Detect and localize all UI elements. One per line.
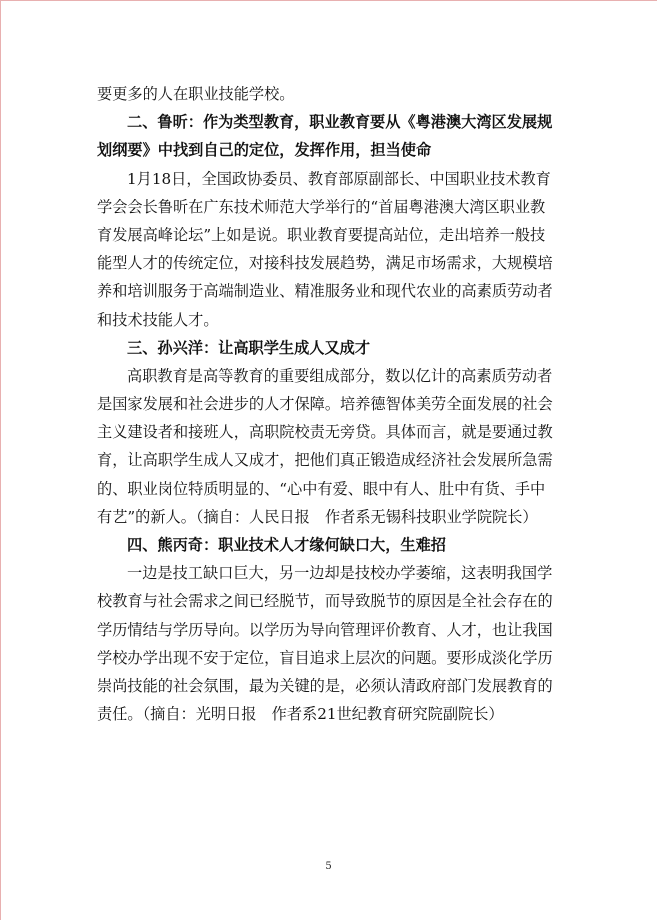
paragraph-line: 的、职业岗位特质明显的、“心中有爱、眼中有人、肚中有货、手中 bbox=[97, 479, 546, 498]
document-body bbox=[97, 80, 567, 728]
paragraph-line: 育，让高职学生成人又成才，把他们真正锻造成经济社会发展所急需 bbox=[97, 451, 553, 470]
section-heading-line: 划纲要》中找到自己的定位，发挥作用，担当使命 bbox=[97, 141, 432, 160]
paragraph-line: 和技术技能人才。 bbox=[97, 310, 219, 329]
paragraph-line: 主义建设者和接班人，高职院校责无旁贷。具体而言，就是要通过教 bbox=[97, 423, 553, 442]
page-edge-left bbox=[0, 0, 1, 920]
paragraph-line: 能型人才的传统定位，对接科技发展趋势，满足市场需求，大规模培 bbox=[97, 254, 553, 273]
paragraph-line: 养和培训服务于高端制造业、精准服务业和现代农业的高素质劳动者 bbox=[97, 282, 553, 301]
paragraph-line: 是国家发展和社会进步的人才保障。培养德智体美劳全面发展的社会 bbox=[97, 395, 553, 414]
section-heading-line: 二、鲁昕：作为类型教育，职业教育要从《粤港澳大湾区发展规 bbox=[127, 113, 553, 132]
section-heading-line: 四、熊丙奇：职业技术人才缘何缺口大，生难招 bbox=[127, 536, 446, 554]
paragraph-line: 学校办学出现不安于定位，盲目追求上层次的问题。要形成淡化学历 bbox=[97, 648, 553, 667]
paragraph-line: 学历情结与学历导向。以学历为导向管理评价教育、人才，也让我国 bbox=[97, 620, 553, 639]
paragraph-line: 高职教育是高等教育的重要组成部分，数以亿计的高素质劳动者 bbox=[127, 366, 553, 385]
paragraph-line: 1月18日，全国政协委员、教育部原副部长、中国职业技术教育 bbox=[127, 169, 551, 188]
page-number: 5 bbox=[325, 861, 332, 872]
paragraph-line: 学会会长鲁昕在广东技术师范大学举行的“首届粤港澳大湾区职业教 bbox=[97, 197, 546, 216]
paragraph-line: 有艺”的新人。（摘自：人民日报 作者系无锡科技职业学院院长） bbox=[97, 507, 538, 526]
paragraph-line: 责任。（摘自：光明日报 作者系21世纪教育研究院副院长） bbox=[97, 705, 504, 724]
paragraph-line: 一边是技工缺口巨大，另一边却是技校办学萎缩，这表明我国学 bbox=[127, 564, 553, 583]
page-edge-top bbox=[0, 0, 657, 1]
paragraph-line: 要更多的人在职业技能学校。 bbox=[97, 85, 295, 103]
paragraph-line: 校教育与社会需求之间已经脱节，而导致脱节的原因是全社会存在的 bbox=[97, 592, 553, 611]
section-heading-line: 三、孙兴洋：让高职学生成人又成才 bbox=[127, 338, 370, 357]
paragraph-line: 崇尚技能的社会氛围，最为关键的是，必须认清政府部门发展教育的 bbox=[97, 676, 553, 695]
paragraph-line: 育发展高峰论坛”上如是说。职业教育要提高站位，走出培养一般技 bbox=[97, 225, 546, 244]
